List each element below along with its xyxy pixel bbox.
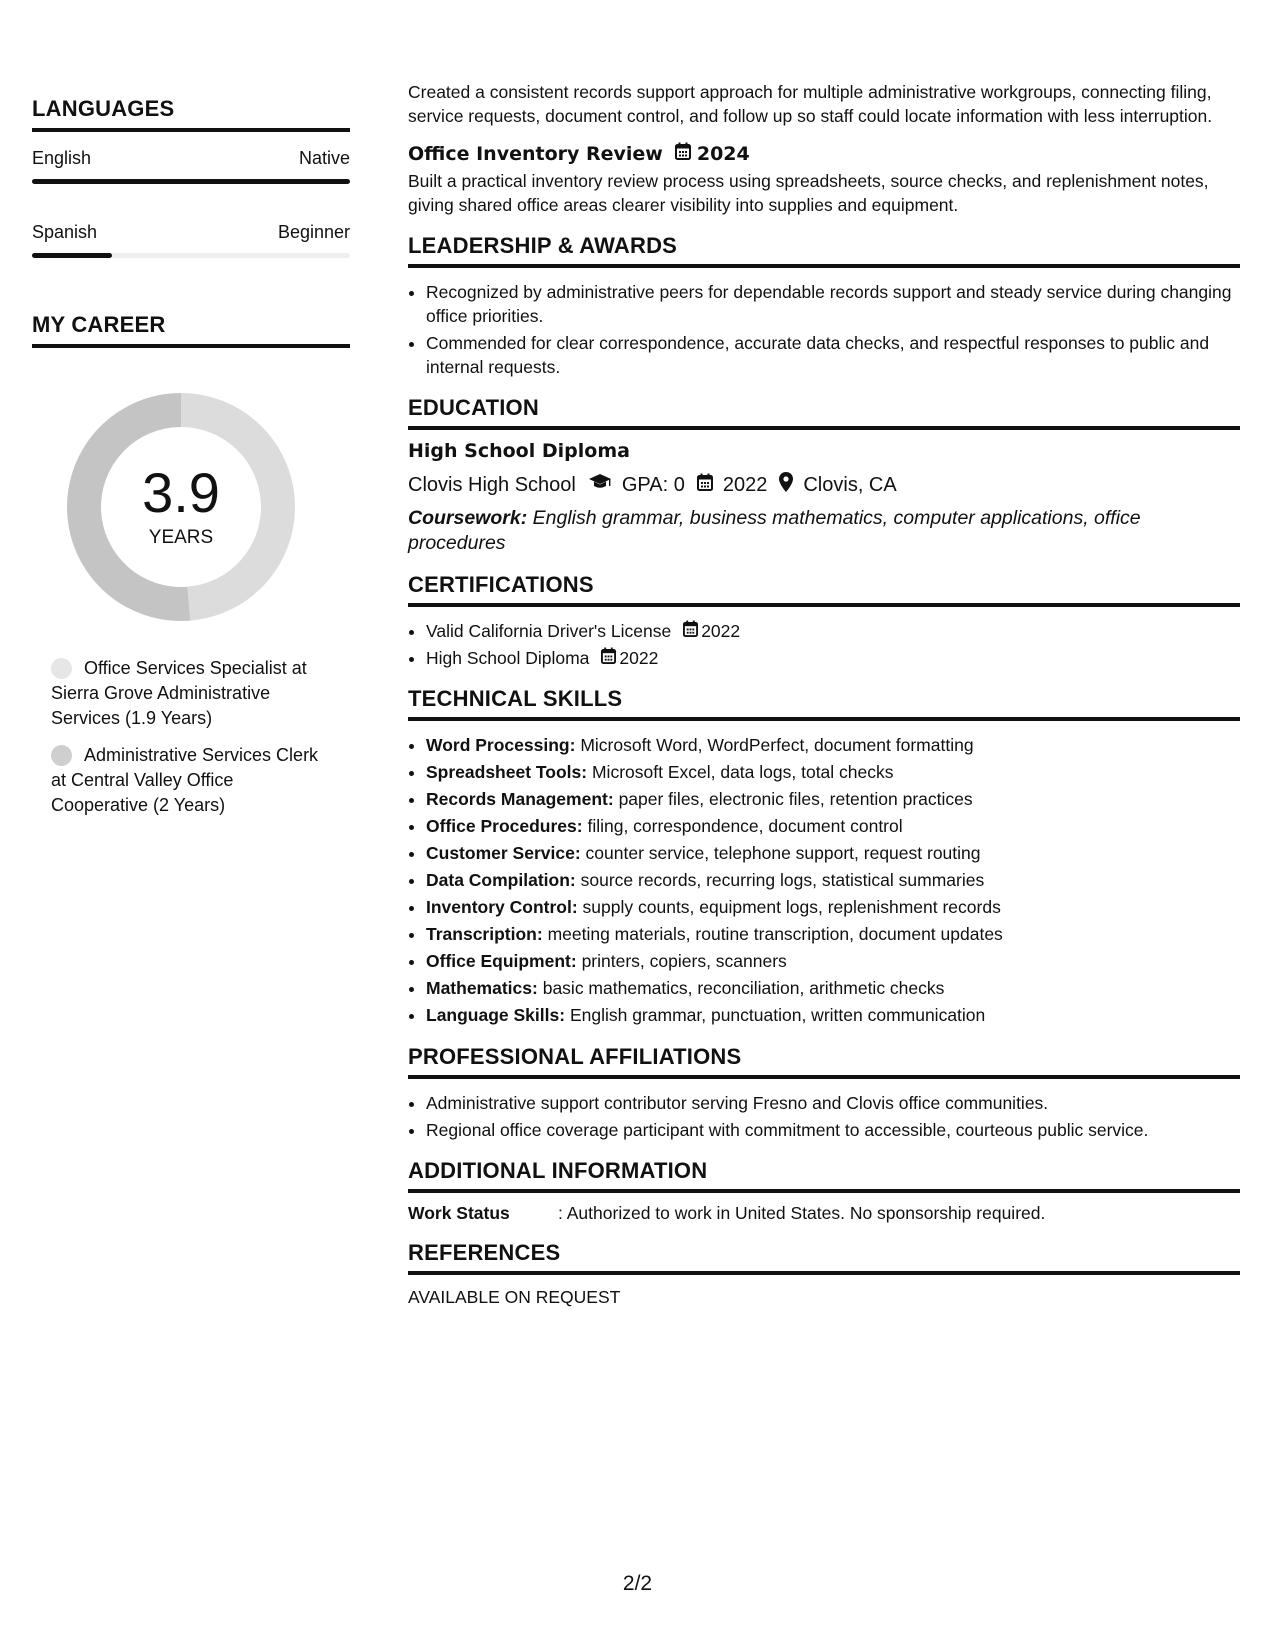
references-section — [408, 1240, 1240, 1308]
skill-label: Office Procedures: — [426, 816, 583, 836]
skill-label: Language Skills: — [426, 1005, 566, 1025]
coursework-text: English grammar, business mathematics, computer applications, office procedures — [408, 507, 1141, 554]
calendar-icon — [601, 646, 616, 670]
skill-label: Records Management: — [426, 789, 614, 809]
certifications-list — [408, 619, 1240, 670]
skill-label: Mathematics: — [426, 978, 538, 998]
skill-label: Spreadsheet Tools: — [426, 762, 588, 782]
affiliations-section — [408, 1044, 1240, 1142]
cert-year: 2022 — [701, 621, 741, 641]
skill-item — [426, 922, 1240, 947]
skills-title: TECHNICAL SKILLS — [408, 686, 1240, 721]
list-item: • Regional office coverage participant with commitment to accessible, courteous public service. — [426, 1118, 1240, 1142]
school-location: Clovis, CA — [803, 473, 897, 496]
page-number: 2/2 — [622, 1572, 653, 1595]
legend-dot-icon — [51, 658, 72, 679]
career-legend-item — [51, 743, 331, 818]
degree-title: High School Diploma — [408, 440, 630, 462]
skill-value: supply counts, equipment logs, replenishment records — [582, 897, 1001, 917]
affiliations-title: PROFESSIONAL AFFILIATIONS — [408, 1044, 1240, 1079]
language-item — [32, 222, 350, 258]
intro-paragraph: Created a consistent records support approach for multiple administrative workgroups, connecting filing, service requests, document control, and follow up so staff could locate information with less interruption. — [408, 82, 1213, 126]
career-legend-text: Administrative Services Clerk at Central Valley Office Cooperative (2 Years) — [51, 745, 319, 815]
leadership-section — [408, 233, 1240, 379]
skill-label: Inventory Control: — [426, 897, 578, 917]
skill-label: Data Compilation: — [426, 870, 576, 890]
language-item — [32, 148, 350, 184]
cert-year: 2022 — [619, 648, 659, 668]
career-legend — [32, 656, 331, 818]
language-name: Spanish — [32, 222, 98, 242]
skill-item — [426, 976, 1240, 1001]
list-item — [426, 646, 1240, 670]
skill-label: Office Equipment: — [426, 951, 577, 971]
skill-label: Transcription: — [426, 924, 543, 944]
leadership-title: LEADERSHIP & AWARDS — [408, 233, 1240, 268]
language-level: Native — [298, 148, 350, 168]
project-year: 2024 — [696, 142, 750, 165]
career-title: MY CAREER — [32, 312, 350, 348]
legend-dot-icon — [51, 745, 72, 766]
career-unit-label: YEARS — [148, 527, 214, 548]
work-status-value: : Authorized to work in United States. No sponsorship required. — [558, 1203, 1046, 1223]
career-total-years: 3.9 — [142, 461, 220, 524]
skill-item — [426, 760, 1240, 785]
coursework-label: Coursework: — [408, 507, 528, 529]
skill-value: meeting materials, routine transcription, document updates — [547, 924, 1003, 944]
school-name: Clovis High School — [408, 473, 576, 496]
calendar-icon — [683, 619, 698, 643]
skill-item — [426, 841, 1240, 866]
career-donut-chart — [66, 392, 296, 622]
skill-item — [426, 787, 1240, 812]
education-section — [408, 395, 1240, 556]
skill-label: Word Processing: — [426, 735, 576, 755]
career-legend-text: Office Services Specialist at Sierra Grove Administrative Services (1.9 Years) — [51, 658, 307, 728]
language-proficiency-bar — [32, 253, 350, 258]
graduation-year: 2022 — [722, 473, 768, 496]
calendar-icon — [675, 142, 691, 165]
language-proficiency-fill — [32, 253, 112, 258]
skills-list — [408, 733, 1240, 1028]
languages-title: LANGUAGES — [32, 96, 350, 132]
certifications-section — [408, 572, 1240, 670]
languages-section — [32, 96, 350, 258]
project-description: Built a practical inventory review process using spreadsheets, source checks, and replenishment notes, giving shared office areas clearer visibility into supplies and equipment. — [408, 171, 1209, 215]
skill-item — [426, 1003, 1240, 1028]
skill-value: source records, recurring logs, statistical summaries — [580, 870, 985, 890]
project-heading — [408, 142, 1240, 165]
work-status-row — [408, 1203, 1240, 1224]
language-proficiency-fill — [32, 179, 350, 184]
skill-value: filing, correspondence, document control — [587, 816, 903, 836]
education-title: EDUCATION — [408, 395, 1240, 430]
skill-item — [426, 868, 1240, 893]
work-status-label: Work Status — [408, 1203, 510, 1223]
location-pin-icon — [779, 472, 793, 498]
skill-value: printers, copiers, scanners — [581, 951, 787, 971]
cert-name: • Valid California Driver's License — [426, 621, 672, 641]
skill-item — [426, 814, 1240, 839]
sidebar — [32, 96, 350, 830]
additional-info-title: ADDITIONAL INFORMATION — [408, 1158, 1240, 1193]
languages-list — [32, 148, 350, 258]
references-title: REFERENCES — [408, 1240, 1240, 1275]
list-item: • Administrative support contributor serving Fresno and Clovis office communities. — [426, 1091, 1240, 1115]
list-item: • Recognized by administrative peers for dependable records support and steady service during changing office priorities. — [426, 280, 1240, 328]
calendar-icon — [697, 473, 713, 497]
skill-value: basic mathematics, reconciliation, arithmetic checks — [542, 978, 945, 998]
references-text: AVAILABLE ON REQUEST — [408, 1287, 621, 1307]
list-item — [426, 619, 1240, 643]
career-section — [32, 312, 350, 818]
affiliations-list — [408, 1091, 1240, 1142]
graduation-cap-icon — [588, 473, 612, 497]
list-item: • Commended for clear correspondence, accurate data checks, and respectful responses to public and internal requests. — [426, 331, 1240, 379]
skill-value: English grammar, punctuation, written communication — [569, 1005, 986, 1025]
skills-section — [408, 686, 1240, 1028]
language-level: Beginner — [277, 222, 350, 242]
main-content — [408, 80, 1240, 1308]
skill-value: Microsoft Word, WordPerfect, document formatting — [580, 735, 974, 755]
project-title: Office Inventory Review — [408, 142, 663, 165]
skill-item — [426, 949, 1240, 974]
additional-info-section — [408, 1158, 1240, 1224]
gpa: GPA: 0 — [621, 473, 685, 496]
skill-value: paper files, electronic files, retention practices — [618, 789, 973, 809]
skill-item — [426, 895, 1240, 920]
skill-item — [426, 733, 1240, 758]
education-details — [408, 472, 1240, 498]
skill-label: Customer Service: — [426, 843, 581, 863]
language-name: English — [32, 148, 92, 168]
leadership-list — [408, 280, 1240, 379]
language-proficiency-bar — [32, 179, 350, 184]
career-legend-item — [51, 656, 331, 731]
certifications-title: CERTIFICATIONS — [408, 572, 1240, 607]
coursework — [408, 506, 1240, 556]
cert-name: • High School Diploma — [426, 648, 590, 668]
skill-value: Microsoft Excel, data logs, total checks — [591, 762, 894, 782]
skill-value: counter service, telephone support, request routing — [585, 843, 981, 863]
